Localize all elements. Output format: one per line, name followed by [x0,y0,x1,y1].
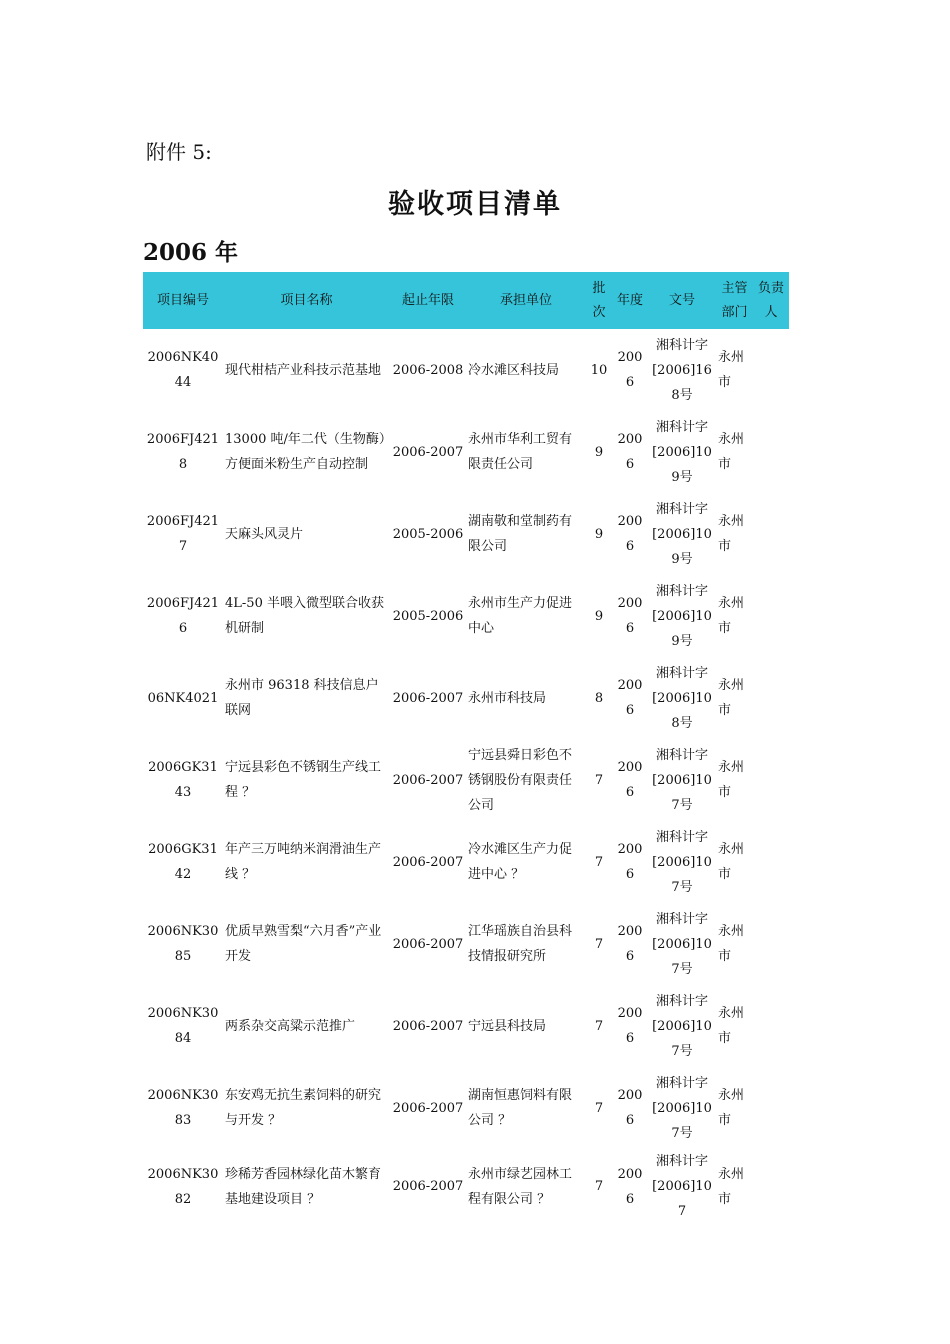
cell-doc-no: 湘科计字[2006]107号 [652,1075,712,1141]
table-row [143,411,789,493]
cell-name: 珍稀芳香园林绿化苗木繁育基地建设项目 ？ [225,1166,382,1207]
table-row [143,329,789,411]
cell-unit: 永州市科技局 [468,690,547,706]
cell-doc-no: 湘科计字[2006]107号 [652,829,712,895]
cell-batch: 9 [594,608,604,624]
cell-owner [753,1067,789,1149]
cell-unit: 宁远县舜日彩色不锈钢股份有限责任公司 [468,747,573,813]
table-row [143,575,789,657]
table-row [143,493,789,575]
cell-name: 东安鸡无抗生素饲料的研究与开发 ？ [225,1088,382,1128]
table-row [143,903,789,985]
cell-code: 2006GK3142 [148,842,218,882]
document-title: 验收项目清单 [388,189,562,220]
cell-dept: 永州市 [718,760,745,800]
cell-name: 宁远县彩色不锈钢生产线工程 ？ [225,760,382,800]
cell-code: 06NK4021 [147,690,219,706]
cell-dept: 永州市 [718,1166,745,1207]
cell-doc-no: 湘科计字[2006]108号 [652,665,712,731]
cell-period: 2005-2006 [392,526,464,542]
cell-period: 2006-2007 [392,1100,464,1116]
cell-code: 2006GK3143 [148,760,218,800]
cell-unit: 永州市绿艺园林工程有限公司 ？ [468,1166,573,1207]
attachment-label: 附件 5: [146,140,212,164]
cell-name: 13000 吨/年二代（生物酶）方便面米粉生产自动控制 [225,432,386,472]
header-period: 起止年限 [390,272,466,329]
cell-name: 两系杂交高粱示范推广 [225,1018,356,1034]
cell-year: 2006 [617,514,643,554]
cell-batch: 7 [594,854,604,870]
cell-period: 2006-2007 [392,1179,464,1194]
cell-unit: 湖南恒惠饲料有限公司 ？ [468,1088,573,1128]
cell-period: 2006-2008 [392,362,464,378]
cell-owner [753,821,789,903]
cell-dept: 永州市 [718,350,745,390]
cell-batch: 7 [594,1179,604,1194]
cell-unit: 永州市华利工贸有限责任公司 [468,432,573,472]
cell-code: 2006NK3085 [147,924,219,964]
cell-name: 优质早熟雪梨“六月香”产业开发 [225,924,382,964]
cell-year: 2006 [617,1006,643,1046]
cell-name: 天麻头风灵片 [225,526,304,542]
header-dept: 主管部门 [716,272,753,329]
cell-code: 2006NK4044 [147,350,219,390]
cell-unit: 永州市生产力促进中心 [468,596,573,636]
header-batch: 批次 [586,272,612,329]
cell-doc-no: 湘科计字[2006]109号 [652,501,712,567]
cell-batch: 7 [594,1018,604,1034]
cell-unit: 湖南敬和堂制药有限公司 [468,514,573,554]
cell-year: 2006 [617,1088,643,1128]
table-row [143,985,789,1067]
cell-doc-no: 湘科计字[2006]107号 [652,911,712,977]
cell-owner [753,329,789,411]
table-row [143,821,789,903]
cell-doc-no: 湘科计字[2006]107号 [652,747,712,813]
cell-owner [753,903,789,985]
cell-owner [753,657,789,739]
cell-owner [753,493,789,575]
cell-batch: 7 [594,1100,604,1116]
cell-code: 2006FJ4218 [146,432,220,472]
cell-period: 2006-2007 [392,690,464,706]
cell-dept: 永州市 [718,1006,745,1046]
header-name: 项目名称 [223,272,390,329]
cell-period: 2006-2007 [392,1018,464,1034]
table-header-row [143,272,789,329]
cell-owner [753,985,789,1067]
cell-doc-no: 湘科计字[2006]168号 [652,337,712,403]
cell-name: 4L-50 半喂入微型联合收获机研制 [225,596,384,636]
cell-dept: 永州市 [718,596,745,636]
header-owner: 负责人 [753,272,789,329]
cell-unit: 冷水滩区科技局 [468,362,560,378]
cell-year: 2006 [617,596,643,636]
cell-unit: 冷水滩区生产力促进中心 ？ [468,842,573,882]
cell-owner [753,411,789,493]
cell-batch: 7 [594,772,604,788]
table-row [143,1067,789,1149]
header-year: 年度 [612,272,648,329]
cell-period: 2006-2007 [392,444,464,460]
cell-batch: 9 [594,444,604,460]
cell-unit: 江华瑶族自治县科技情报研究所 [468,924,573,964]
cell-year: 2006 [617,350,643,390]
cell-batch: 10 [590,362,608,378]
cell-year: 2006 [617,1166,643,1207]
cell-year: 2006 [617,432,643,472]
cell-year: 2006 [617,678,643,718]
cell-name: 永州市 96318 科技信息户联网 [225,678,379,718]
cell-dept: 永州市 [718,514,745,554]
cell-dept: 永州市 [718,678,745,718]
cell-period: 2006-2007 [392,772,464,788]
cell-code: 2006FJ4216 [146,596,220,636]
header-unit: 承担单位 [466,272,586,329]
cell-doc-no: 湘科计字[2006]107号 [652,993,712,1059]
cell-code: 2006FJ4217 [146,514,220,554]
acceptance-project-table [143,272,789,1224]
cell-year: 2006 [617,760,643,800]
cell-code: 2006NK3084 [147,1006,219,1046]
cell-doc-no: 湘科计字[2006]109号 [652,583,712,649]
table-row [143,657,789,739]
cell-batch: 8 [594,690,604,706]
cell-name: 现代柑桔产业科技示范基地 [225,362,382,378]
cell-year: 2006 [617,842,643,882]
cell-owner [753,1149,789,1224]
table-row [143,1149,789,1224]
cell-year: 2006 [617,924,643,964]
table-row [143,739,789,821]
cell-code: 2006NK3082 [147,1166,219,1207]
cell-dept: 永州市 [718,842,745,882]
cell-period: 2006-2007 [392,854,464,870]
cell-owner [753,575,789,657]
cell-dept: 永州市 [718,924,745,964]
header-code: 项目编号 [143,272,223,329]
cell-doc-no: 湘科计字[2006]107 [652,1154,712,1219]
cell-name: 年产三万吨纳米润滑油生产线 ？ [225,842,382,882]
cell-code: 2006NK3083 [147,1088,219,1128]
cell-owner [753,739,789,821]
cell-batch: 7 [594,936,604,952]
cell-dept: 永州市 [718,432,745,472]
year-heading: 2006 年 [143,239,239,266]
cell-period: 2006-2007 [392,936,464,952]
cell-dept: 永州市 [718,1088,745,1128]
header-doc-no: 文号 [648,272,716,329]
cell-unit: 宁远县科技局 [468,1018,547,1034]
cell-doc-no: 湘科计字[2006]109号 [652,419,712,485]
cell-batch: 9 [594,526,604,542]
cell-period: 2005-2006 [392,608,464,624]
